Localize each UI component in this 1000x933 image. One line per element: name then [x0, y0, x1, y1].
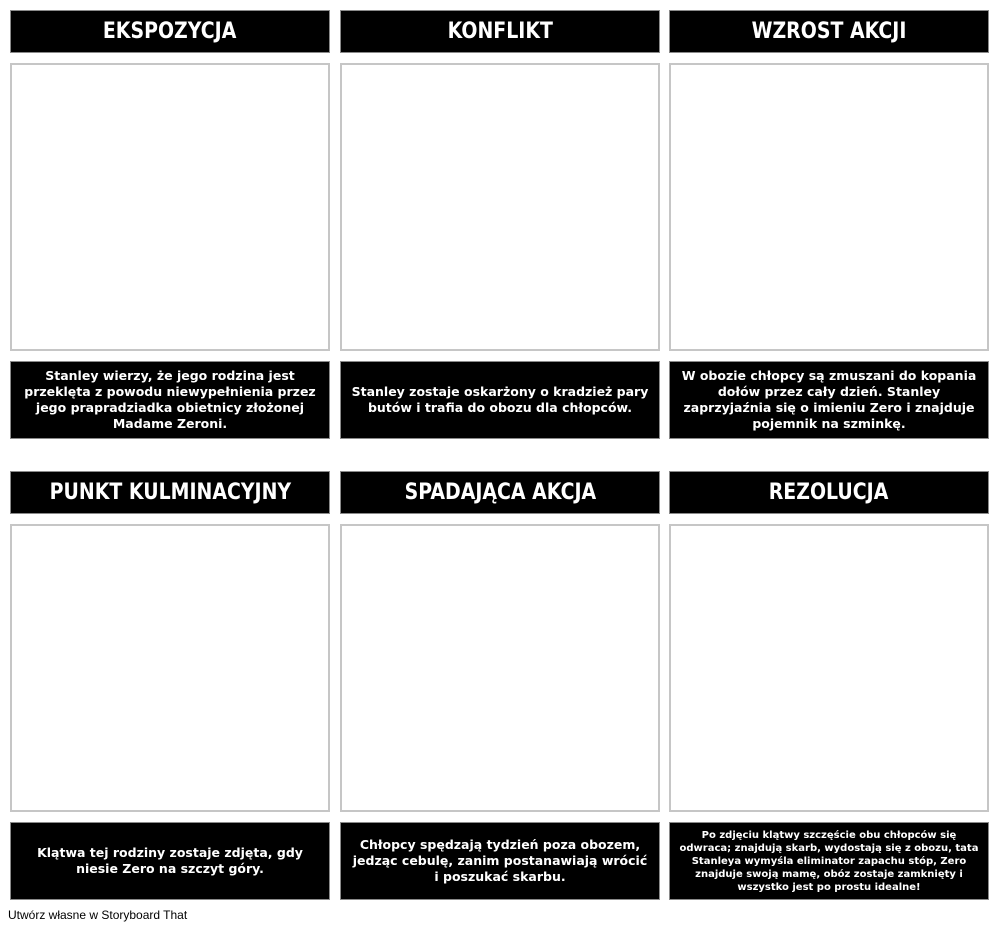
panel-caption: Chłopcy spędzają tydzień poza obozem, jedząc cebulę, zanim postanawiają wrócić i poszukać skarbu.: [340, 822, 660, 900]
panel-title-text: SPADAJĄCA AKCJA: [404, 480, 596, 505]
panel-title: [340, 10, 660, 53]
panel-caption: Po zdjęciu klątwy szczęście obu chłopców się odwraca; znajdują skarb, wydostają się z obozu, tata Stanleya wymyśla eliminator zapachu stóp, Zero znajduje swoją mamę, obóz zostaje zamknięty i wszystko jest po prostu idealne!: [669, 822, 989, 900]
panel-caption: W obozie chłopcy są zmuszani do kopania dołów przez cały dzień. Stanley zaprzyjaźnia się o imieniu Zero i znajduje pojemnik na szminkę.: [669, 361, 989, 439]
panel-caption: Klątwa tej rodziny zostaje zdjęta, gdy niesie Zero na szczyt góry.: [10, 822, 330, 900]
panel-image-area: [669, 63, 989, 351]
panel-image-area: [669, 524, 989, 812]
panel-ekspozycja: [10, 10, 330, 431]
panel-image-area: [340, 524, 660, 812]
footer-credit: Utwórz własne w Storyboard That: [8, 908, 188, 922]
panel-title-text: REZOLUCJA: [769, 480, 889, 505]
panel-caption: Stanley zostaje oskarżony o kradzież pary butów i trafia do obozu dla chłopców.: [340, 361, 660, 439]
panel-title-text: WZROST AKCJI: [751, 19, 907, 44]
panel-title: [669, 471, 989, 514]
panel-title: [10, 471, 330, 514]
panel-title-text: EKSPOZYCJA: [103, 19, 237, 44]
panel-rezolucja: [669, 471, 989, 893]
panel-title: [669, 10, 989, 53]
panel-title: [340, 471, 660, 514]
panel-title-text: KONFLIKT: [447, 19, 553, 44]
panel-caption: Stanley wierzy, że jego rodzina jest przeklęta z powodu niewypełnienia przez jego prapradziadka obietnicy złożonej Madame Zeroni.: [10, 361, 330, 439]
panel-image-area: [10, 524, 330, 812]
panel-punkt-kulminacyjny: [10, 471, 330, 876]
panel-image-area: [10, 63, 330, 351]
panel-konflikt: [340, 10, 660, 415]
panel-spadajaca-akcja: [340, 471, 660, 884]
panel-image-area: [340, 63, 660, 351]
panel-wzrost-akcji: [669, 10, 989, 431]
panel-title-text: PUNKT KULMINACYJNY: [49, 480, 291, 505]
panel-title: [10, 10, 330, 53]
